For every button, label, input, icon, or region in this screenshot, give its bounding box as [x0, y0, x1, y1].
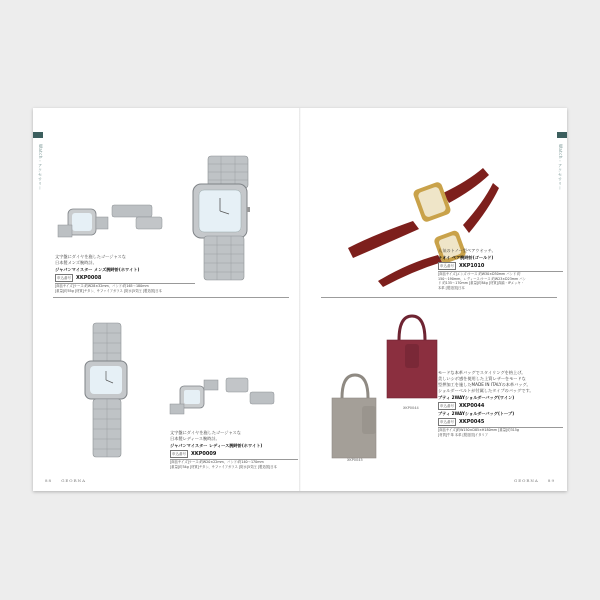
order-number-label: 申込番号 [440, 404, 454, 408]
wine-bag-order-number: XKP0044 [459, 403, 485, 409]
order-number-label: 申込番号 [172, 452, 186, 456]
ladies-watch-order-row [170, 450, 298, 458]
spec-line: [商品サイズ]ケース:約W28×32mm、バンド:約165～180mm [55, 284, 149, 288]
right-page-number: 89 [547, 478, 555, 483]
spec-line: [商品サイズ]約W150×D85×H180mm [重量]約315g [438, 428, 519, 432]
wine-bag-order-row [438, 402, 563, 410]
taupe-bag-name: プティ 2WAYショルダーバッグ(トープ) [438, 411, 515, 416]
wine-bag-image [383, 310, 443, 405]
ladies-watch-info [170, 430, 298, 469]
right-brand: GEORNA [514, 478, 539, 483]
mens-watch-image [188, 156, 268, 286]
mens-watch-catch-1: 文字盤にダイヤを施したゴージャスな [55, 254, 126, 259]
taupe-bag-order-number: XKP0045 [459, 419, 485, 425]
ladies-watch-catch-1: 文字盤にダイヤを施したゴージャスな [170, 430, 241, 435]
ladies-watch-name: ジャパンマイスター レディース腕時計(ホワイト) [170, 443, 263, 448]
mens-watch-catch-2: 日本製メンズ腕時計。 [55, 260, 97, 265]
spec-line: 150～190mm、レディース:ケース 約W23×D23mm バン [438, 276, 526, 281]
center-gutter [299, 108, 301, 491]
ladies-watch-side-image [170, 376, 280, 421]
spec-line: [商品サイズ]メンズ:ケース 約W30×D30mm バンド 約 [438, 272, 521, 276]
spec-line: [重量]約55g [材質]チタン、サファイアガラス [防水]5気圧 [製造国]日本 [55, 288, 162, 293]
right-footer [514, 478, 555, 483]
ladies-watch-catch-2: 日本製レディース腕時計。 [170, 436, 220, 441]
left-divider [53, 297, 289, 298]
ladies-watch-image [83, 323, 133, 463]
mens-watch-info [55, 254, 195, 293]
taupe-bag-image [328, 370, 388, 465]
taupe-bag-caption: XKP0045 [347, 458, 363, 462]
pair-watch-order-row [438, 262, 563, 270]
spec-line: 本革 [製造国]日本 [438, 285, 465, 290]
spec-line: [材質]牛革 本革 [製造国]イタリア [438, 432, 489, 437]
bag-catch-4: ショルダーベルトが付属したタイプのバッグです。 [438, 388, 534, 393]
order-number-label: 申込番号 [57, 276, 71, 280]
mens-watch-order-row [55, 274, 195, 282]
spec-line: [重量]約34g [材質]チタン、サファイアガラス [防水]5気圧 [製造国]日本 [170, 464, 277, 469]
pair-watch-order-number: XKP1010 [459, 263, 485, 269]
left-section-label: Watch・アクセサリー [38, 144, 43, 191]
mens-watch-side-image [58, 203, 166, 248]
ladies-watch-order-number: XKP0009 [191, 451, 217, 457]
wine-bag-caption: XKP0044 [403, 406, 419, 410]
pair-watch-name: キオイ ペア腕時計(ゴールド) [438, 255, 494, 260]
pair-watch-spec [438, 271, 563, 290]
right-section-tab [557, 132, 567, 138]
pair-watch-catch: 人気のトノー型ペアウオッチ。 [438, 248, 496, 253]
mens-watch-spec [55, 283, 195, 293]
wine-bag-name: プティ 2WAYショルダーバッグ(ワイン) [438, 395, 515, 400]
order-number-label: 申込番号 [440, 420, 454, 424]
spec-line: [商品サイズ]ケース:約W20×22mm、バンド:約140～170mm [170, 460, 264, 464]
bag-catch-1: モードな本革バッグでスタイリングを格上げ。 [438, 370, 526, 375]
order-number-label: 申込番号 [440, 264, 454, 268]
left-footer [45, 478, 86, 483]
spec-line: ド 約135～170mm [重量]約84g [材質]真鍮・IPメッキ・ [438, 281, 524, 285]
pair-watch-info [438, 248, 563, 290]
taupe-bag-order-row [438, 418, 563, 426]
right-divider [321, 297, 557, 298]
bag-spec [438, 427, 563, 437]
mens-watch-name: ジャパンマイスター メンズ腕時計(ホワイト) [55, 267, 140, 272]
right-section-label: Watch・アクセサリー [558, 144, 563, 191]
catalog-spread [33, 108, 567, 491]
mens-watch-order-number: XKP0008 [76, 275, 102, 281]
bag-catch-3: 型押加工を施したMADE IN ITALYの本革バッグ。 [438, 382, 531, 387]
bag-info [438, 370, 563, 437]
ladies-watch-spec [170, 459, 298, 469]
left-section-tab [33, 132, 43, 138]
left-brand: GEORNA [61, 478, 86, 483]
left-page-number: 88 [45, 478, 53, 483]
bag-catch-2: 美しいシボ感を使用した上質レザーをモードな [438, 376, 526, 381]
